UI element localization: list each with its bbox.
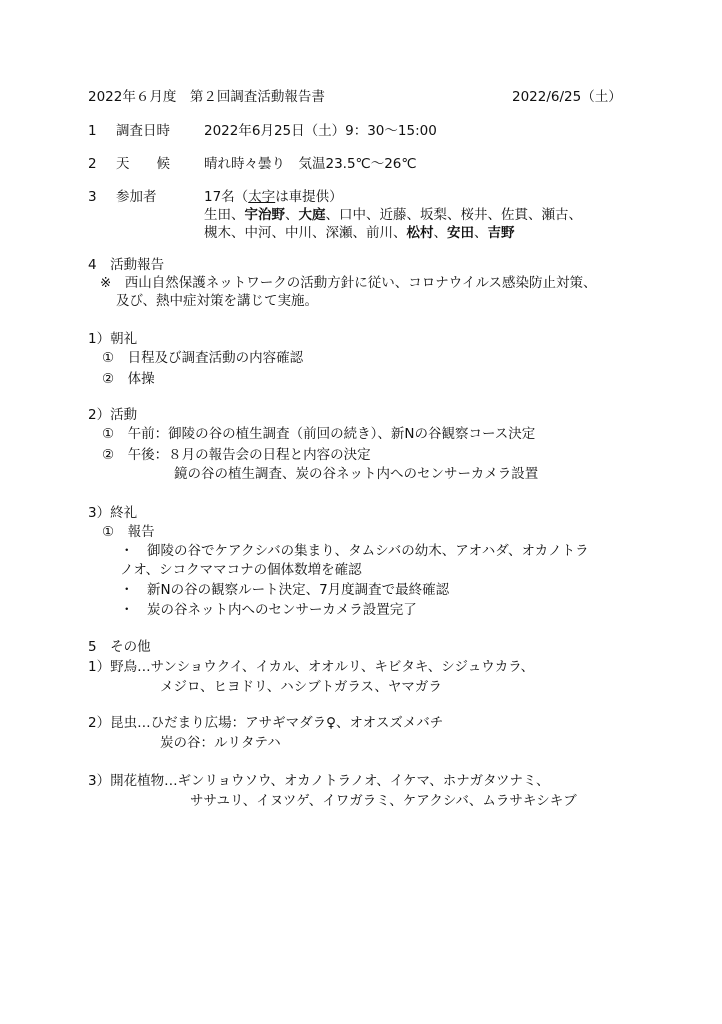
morning-item-1: ① 日程及び調査活動の内容確認 <box>102 350 304 366</box>
activity-item-1: ① 午前：御陵の谷の植生調査（前回の続き）、新Nの谷観察コース決定 <box>102 426 536 442</box>
closing-meeting-heading: 3）終礼 <box>88 505 138 521</box>
participant-driver: 宇治野 <box>244 207 285 223</box>
policy-note-line-1: ※ 西山自然保護ネットワークの活動方針に従い、コロナウイルス感染防止対策、 <box>100 275 597 291</box>
participant-driver: 松村 <box>406 225 434 241</box>
participant: 生田、 <box>204 207 245 223</box>
report-bullet-2: ・ 新Nの谷の観察ルート決定、7月度調査で最終確認 <box>120 582 450 598</box>
participant-driver: 吉野 <box>487 225 515 241</box>
section-4-heading: 4 活動報告 <box>88 257 165 273</box>
section-2-label: 天 候 <box>116 156 170 172</box>
plants-line-2: ササユリ、イヌツゲ、イワガラミ、ケアクシバ、ムラサキシキブ <box>190 793 577 809</box>
participant: 、口中、近藤、坂梨、桜井、佐貫、瀬古、 <box>325 207 582 223</box>
section-5-heading: 5 その他 <box>88 639 151 655</box>
separator: 、 <box>474 225 488 241</box>
report-bullet-1-line-1: ・ 御陵の谷でケアクシバの集まり、タムシバの幼木、アオハダ、オカノトラ <box>120 543 589 559</box>
insects-line-2: 炭の谷：ルリタテハ <box>160 735 281 751</box>
report-date: 2022/6/25（土） <box>512 89 622 105</box>
section-2-value: 晴れ時々曇り 気温23.5℃〜26℃ <box>204 156 417 172</box>
count-suffix: は車提供） <box>275 189 343 205</box>
plants-line-1: 3）開花植物…ギンリョウソウ、オカノトラノオ、イケマ、ホナガタツナミ、 <box>88 773 550 789</box>
policy-note-line-2: 及び、熱中症対策を講じて実施。 <box>116 293 318 309</box>
birds-line-1: 1）野鳥…サンショウクイ、イカル、オオルリ、キビタキ、シジュウカラ、 <box>88 659 535 675</box>
participant-driver: 安田 <box>447 225 474 241</box>
activity-heading: 2）活動 <box>88 407 138 423</box>
separator: 、 <box>433 225 447 241</box>
activity-item-2: ② 午後：８月の報告会の日程と内容の決定 <box>102 447 371 463</box>
closing-report-label: ① 報告 <box>102 524 155 540</box>
report-title: 2022年６月度 第２回調査活動報告書 <box>88 89 325 105</box>
report-bullet-1-line-2: ノオ、シコクママコナの個体数増を確認 <box>120 562 362 578</box>
section-1-label: 調査日時 <box>116 123 170 139</box>
participant: 槻木、中河、中川、深瀬、前川、 <box>204 225 407 241</box>
count-prefix: 17名（ <box>204 189 249 205</box>
insects-line-1: 2）昆虫…ひだまり広場：アサギマダラ♀、オオスズメバチ <box>88 715 444 731</box>
participant-driver: 大庭 <box>298 207 326 223</box>
birds-line-2: メジロ、ヒヨドリ、ハシブトガラス、ヤマガラ <box>160 679 442 695</box>
separator: 、 <box>285 207 299 223</box>
morning-item-2: ② 体操 <box>102 371 155 387</box>
participant-row-1 <box>204 206 582 224</box>
report-bullet-3: ・ 炭の谷ネット内へのセンサーカメラ設置完了 <box>120 602 417 618</box>
participant-row-2 <box>204 224 515 242</box>
section-1-number: 1 <box>88 123 97 139</box>
section-1-value: 2022年6月25日（土）9：30〜15:00 <box>204 123 437 139</box>
count-note-bold-label: 太字 <box>248 189 276 205</box>
section-3-number: 3 <box>88 189 97 205</box>
morning-meeting-heading: 1）朝礼 <box>88 331 138 347</box>
participant-count <box>204 188 343 206</box>
section-2-number: 2 <box>88 156 97 172</box>
section-3-label: 参加者 <box>116 189 157 205</box>
activity-item-2-continued: 鏡の谷の植生調査、炭の谷ネット内へのセンサーカメラ設置 <box>174 466 539 482</box>
